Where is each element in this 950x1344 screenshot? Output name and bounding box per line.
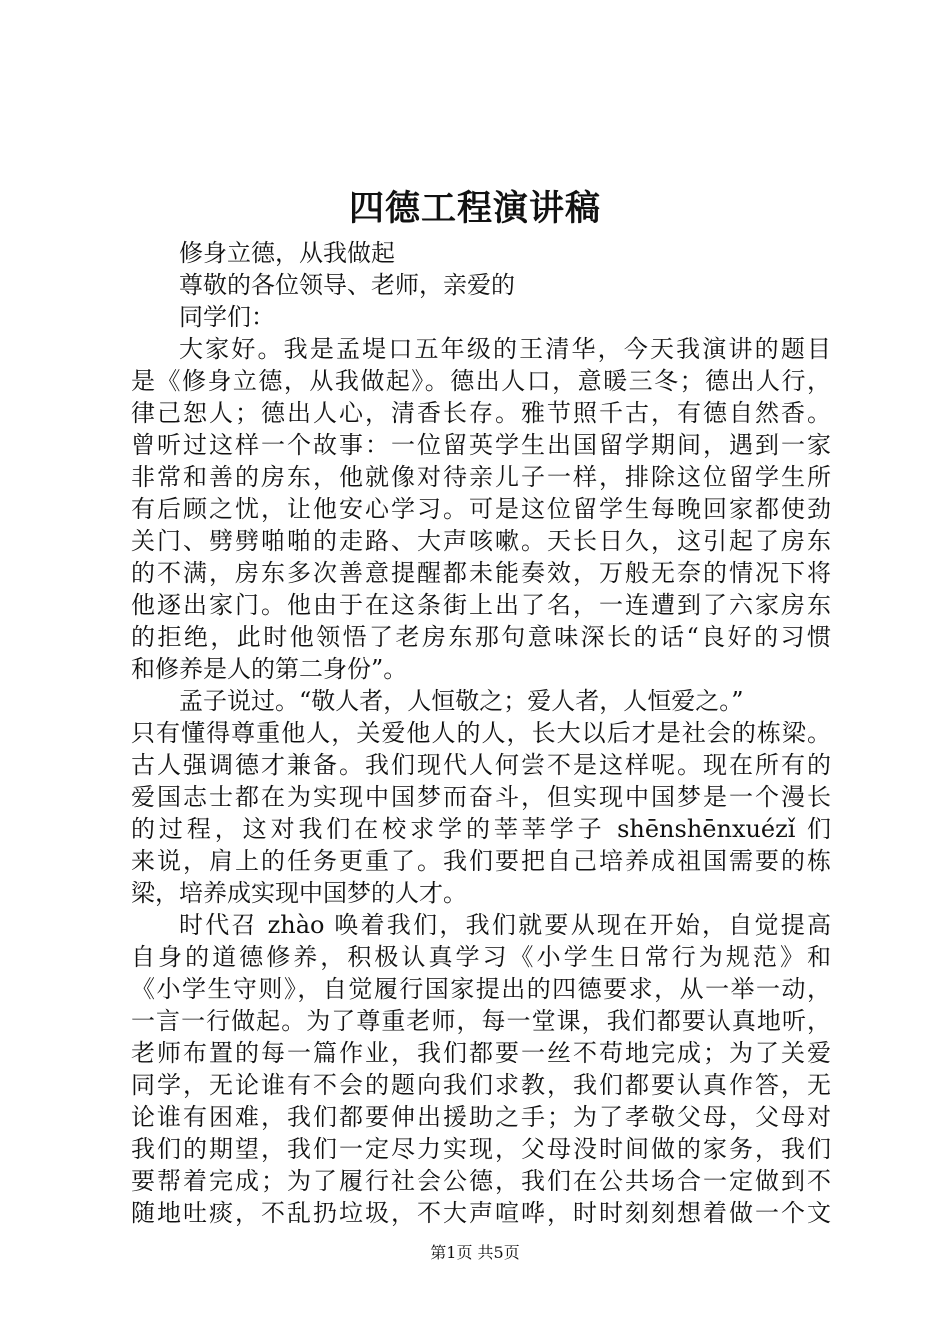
paragraph-line: 一言一行做起。为了尊重老师，每一堂课，我们都要认真地听， — [131, 1007, 831, 1035]
paragraph-line: 要帮着完成；为了履行社会公德，我们在公共场合一定做到不 — [131, 1167, 831, 1195]
paragraph-line: 非常和善的房东，他就像对待亲儿子一样，排除这位留学生所 — [131, 463, 831, 491]
paragraph-line: 古人强调德才兼备。我们现代人何尝不是这样呢。现在所有的 — [131, 751, 831, 779]
paragraph-line: 曾听过这样一个故事：一位留英学生出国留学期间，遇到一家 — [131, 431, 831, 459]
paragraph-line: 大家好。我是孟堤口五年级的王清华，今天我演讲的题目 — [179, 335, 831, 363]
paragraph-line: 孟子说过。“敬人者，人恒敬之；爱人者，人恒爱之。” — [179, 687, 744, 715]
subtitle-line: 修身立德，从我做起 — [179, 239, 395, 267]
paragraph-line: 关门、劈劈啪啪的走路、大声咳嗽。天长日久，这引起了房东 — [131, 527, 831, 555]
document-title: 四德工程演讲稿 — [348, 188, 601, 229]
page-footer: 第1页 共5页 — [430, 1243, 520, 1262]
paragraph-line: 《小学生守则》，自觉履行国家提出的四德要求，从一举一动， — [131, 975, 831, 1003]
paragraph-line: 时代召 zhào 唤着我们，我们就要从现在开始，自觉提高 — [179, 911, 831, 939]
paragraph-line: 老师布置的每一篇作业，我们都要一丝不苟地完成；为了关爱 — [131, 1039, 831, 1067]
document-body — [131, 237, 831, 1229]
paragraph-line: 的过程，这对我们在校求学的莘莘学子 shēnshēnxuézǐ 们 — [131, 815, 831, 843]
paragraph-line: 和修养是人的第二身份”。 — [131, 655, 408, 683]
paragraph-line: 的不满，房东多次善意提醒都未能奏效，万般无奈的情况下将 — [131, 559, 831, 587]
paragraph-line: 自身的道德修养，积极认真学习《小学生日常行为规范》和 — [131, 943, 831, 971]
paragraph-line: 的拒绝，此时他领悟了老房东那句意味深长的话“良好的习惯 — [131, 623, 831, 651]
paragraph-line: 是《修身立德，从我做起》。德出人口，意暖三冬；德出人行， — [131, 367, 831, 395]
paragraph-line: 律己恕人；德出人心，清香长存。雅节照千古，有德自然香。 — [131, 399, 831, 427]
paragraph-line: 随地吐痰，不乱扔垃圾，不大声喧哗，时时刻刻想着做一个文 — [131, 1199, 831, 1227]
paragraph-line: 有后顾之忧，让他安心学习。可是这位留学生每晚回家都使劲 — [131, 495, 831, 523]
paragraph-line: 爱国志士都在为实现中国梦而奋斗，但实现中国梦是一个漫长 — [131, 783, 831, 811]
paragraph-line: 同学，无论谁有不会的题向我们求教，我们都要认真作答，无 — [131, 1071, 831, 1099]
salutation-line: 同学们： — [179, 303, 275, 331]
salutation-line: 尊敬的各位领导、老师，亲爱的 — [179, 271, 515, 299]
paragraph-line: 梁，培养成实现中国梦的人才。 — [131, 879, 467, 907]
paragraph-line: 他逐出家门。他由于在这条街上出了名，一连遭到了六家房东 — [131, 591, 831, 619]
paragraph-line: 只有懂得尊重他人，关爱他人的人，长大以后才是社会的栋梁。 — [131, 719, 831, 747]
paragraph-line: 来说，肩上的任务更重了。我们要把自己培养成祖国需要的栋 — [131, 847, 831, 875]
paragraph-line: 我们的期望，我们一定尽力实现，父母没时间做的家务，我们 — [131, 1135, 831, 1163]
paragraph-line: 论谁有困难，我们都要伸出援助之手；为了孝敬父母，父母对 — [131, 1103, 831, 1131]
